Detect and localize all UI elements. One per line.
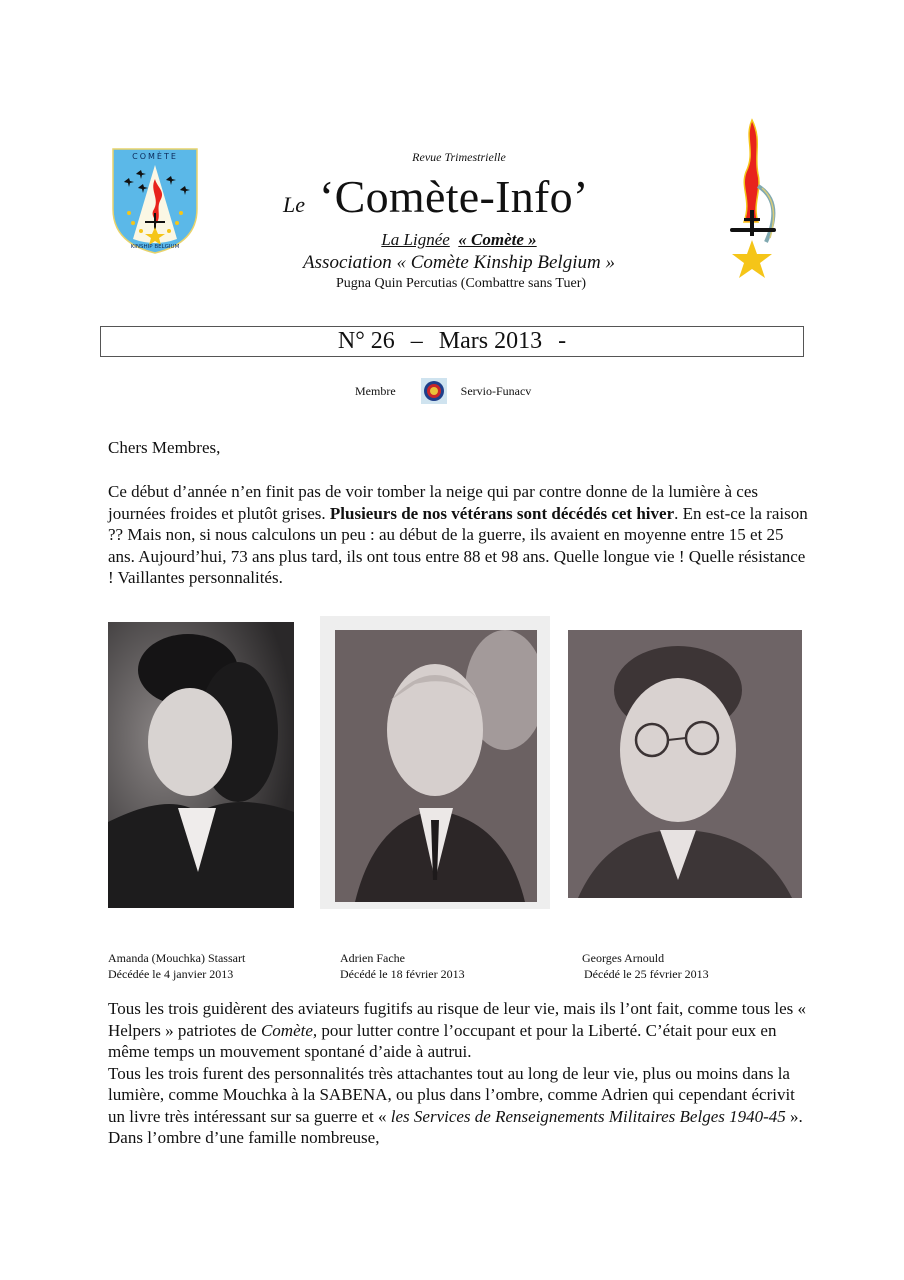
tribute-text-3: Tous les trois furent des personnalités très attachantes tout au long de leur vie, plus ou moins dans la lumière, comme Mouchka à la SABENA, ou plus dans l’ombre, comme Adrien qui cependant écrivit un livre très intéressant sur sa guerre et « [108, 1063, 795, 1126]
portrait-woman-icon [108, 622, 294, 908]
member-organization: Servio-Funacv [460, 383, 532, 398]
portrait-man-glasses-icon [568, 630, 802, 898]
caption-veteran-1 [108, 950, 245, 982]
motto: Pugna Quin Percutias (Combattre sans Tuer) [335, 276, 587, 291]
tribute-text-4: ». Dans l’ombre d’une famille nombreuse, [108, 1106, 803, 1147]
intro-paragraph [108, 481, 808, 589]
veteran-death-date: Décédé le 18 février 2013 [340, 967, 465, 981]
lignee-line [0, 230, 904, 250]
revue-subtitle: Revue Trimestrielle [412, 150, 506, 164]
greeting: Chers Membres, [108, 438, 221, 457]
veteran-death-date: Décédé le 25 février 2013 [584, 967, 709, 981]
intro-bold: Plusieurs de nos vétérans sont décédés cet hiver [329, 503, 675, 523]
membership-line [355, 378, 531, 404]
tribute-text-2: pour lutter contre l’occupant et pour la Liberté. C’était pour eux en même temps un mouvement spontané d’aide à autrui. [108, 1020, 777, 1061]
photo-amanda-stassart [108, 622, 294, 908]
intro-text-1: Ce début d’année n’en finit pas de voir tomber la neige qui par contre donne de la lumière à ces journées froides et plutôt grises. [108, 482, 759, 523]
issue-trail: - [558, 328, 567, 354]
servio-funacv-badge-icon [421, 378, 447, 404]
tribute-italic-book: les Services de Renseignements Militaires Belges 1940-45 [390, 1106, 786, 1126]
veteran-name: Amanda (Mouchka) Stassart [108, 951, 246, 965]
title-main: ‘Comète-Info’ [319, 171, 589, 222]
veteran-name: Georges Arnould [582, 951, 665, 965]
tribute-paragraph [108, 998, 808, 1149]
issue-date: Mars 2013 [438, 328, 543, 354]
association-name: Association « Comète Kinship Belgium » [303, 252, 615, 273]
photo-georges-arnould [568, 630, 802, 898]
tribute-text-1: Tous les trois guidèrent des aviateurs fugitifs au risque de leur vie, mais ils l’ont fait, comme tous les « Helpers » patriotes de [108, 999, 807, 1040]
logo-text-kinship: KINSHIP BELGIUM [130, 244, 180, 250]
logo-text-comete: COMÈTE [132, 152, 178, 161]
photo-adrien-fache [335, 630, 537, 902]
issue-number: N° 26 [337, 328, 395, 354]
veteran-death-date: Décédée le 4 janvier 2013 [108, 967, 234, 981]
issue-separator: – [410, 328, 423, 354]
intro-text-2: . En est-ce la raison ?? Mais non, si nous calculons un peu : au début de la guerre, ils avaient en moyenne entre 15 et 25 ans. Aujourd’hui, 73 ans plus tard, ils ont tous entre 88 et 98 ans. Quelle longue vie ! Quelle résistance ! Vaillantes personnalités. [108, 503, 808, 587]
caption-veteran-3 [582, 950, 709, 982]
lignee-name: « Comète » [458, 230, 537, 249]
portrait-man-icon [335, 630, 537, 902]
title-prefix: Le [283, 192, 305, 217]
issue-banner [100, 326, 804, 357]
caption-veteran-2 [340, 950, 465, 982]
newsletter-title [283, 170, 589, 223]
member-label: Membre [355, 383, 396, 398]
tribute-italic-comete: Comète, [260, 1020, 318, 1040]
veteran-name: Adrien Fache [340, 951, 405, 965]
lignee-prefix: La Lignée [381, 230, 450, 249]
